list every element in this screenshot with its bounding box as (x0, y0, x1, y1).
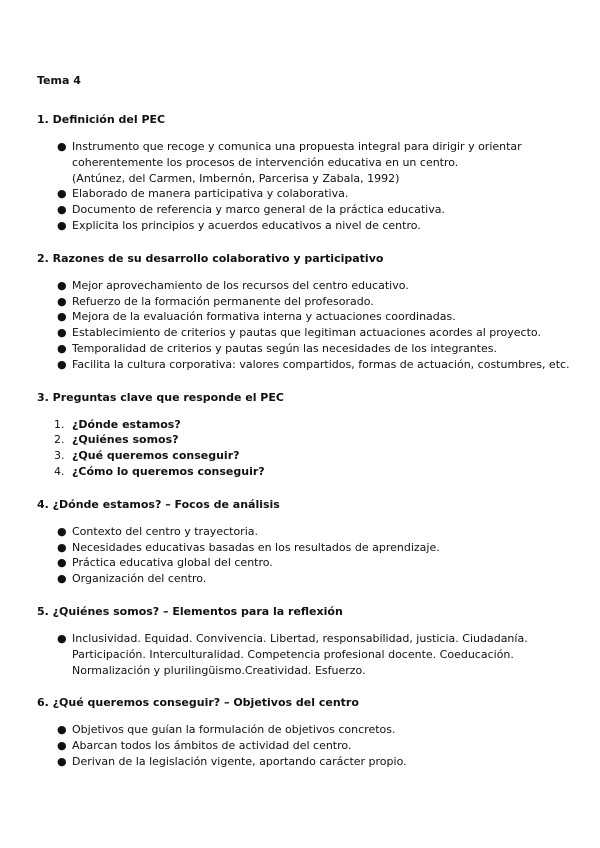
bullet-icon: ● (57, 187, 67, 201)
bullet-icon: ● (57, 357, 67, 371)
list-item-text: Práctica educativa global del centro. (72, 556, 273, 570)
list-item-text: ¿Quiénes somos? (72, 433, 179, 447)
list-item-text: Temporalidad de criterios y pautas según las necesidades de los integrantes. (72, 341, 497, 355)
list-item-text: Facilita la cultura corporativa: valores compartidos, formas de actuación, costumbres, etc. (72, 357, 570, 371)
list-item-text: Inclusividad. Equidad. Convivencia. Libertad, responsabilidad, justicia. Ciudadanía. Participación. Interculturalidad. Competencia profesional docente. Coeducación. Normalización y plurilingüismo.Creatividad. Esfuerzo. (72, 631, 528, 677)
list-item-text: Mejor aprovechamiento de los recursos del centro educativo. (72, 278, 409, 292)
section-heading-preguntas: 3. Preguntas clave que responde el PEC (37, 390, 284, 404)
list-item (37, 571, 570, 587)
list-item (37, 341, 570, 357)
bullet-icon: ● (57, 278, 67, 292)
section-heading-quienes-somos: 5. ¿Quiénes somos? – Elementos para la reflexión (37, 604, 343, 618)
elementos-list (37, 631, 570, 678)
bullet-icon: ● (57, 341, 67, 355)
section-heading-razones: 2. Razones de su desarrollo colaborativo y participativo (37, 251, 384, 265)
list-item-text: Mejora de la evaluación formativa interna y actuaciones coordinadas. (72, 310, 456, 324)
list-number: 4. (54, 464, 65, 478)
list-item-text: Objetivos que guían la formulación de objetivos concretos. (72, 723, 396, 737)
list-number: 2. (54, 433, 65, 447)
list-item (37, 754, 570, 770)
list-item (37, 202, 570, 218)
list-number: 1. (54, 417, 65, 431)
list-item-text: Establecimiento de criterios y pautas que legitiman actuaciones acordes al proyecto. (72, 326, 541, 340)
bullet-icon: ● (57, 326, 67, 340)
section-heading-donde-estamos: 4. ¿Dónde estamos? – Focos de análisis (37, 497, 280, 511)
citation: (Antúnez, del Carmen, Imbernón, Parcerisa y Zabala, 1992) (72, 171, 400, 185)
list-item (37, 555, 570, 571)
list-item-text: ¿Cómo lo queremos conseguir? (72, 464, 265, 478)
list-item (37, 357, 570, 373)
razones-list (37, 278, 570, 373)
list-item (37, 432, 570, 448)
bullet-icon: ● (57, 739, 67, 753)
list-item (37, 218, 570, 234)
bullet-icon: ● (57, 754, 67, 768)
list-item-text: Documento de referencia y marco general de la práctica educativa. (72, 203, 445, 217)
list-item-text: Refuerzo de la formación permanente del profesorado. (72, 294, 374, 308)
bullet-icon: ● (57, 203, 67, 217)
list-item (37, 722, 570, 738)
objetivos-list (37, 722, 570, 769)
bullet-icon: ● (57, 310, 67, 324)
list-item-text: ¿Dónde estamos? (72, 417, 181, 431)
document-title: Tema 4 (37, 74, 81, 87)
bullet-icon: ● (57, 140, 67, 153)
focos-list (37, 524, 570, 587)
list-item (37, 139, 570, 186)
bullet-icon: ● (57, 540, 67, 554)
bullet-icon: ● (57, 572, 67, 586)
list-item-text: Instrumento que recoge y comunica una propuesta integral para dirigir y orientar coherentemente los procesos de intervención educativa en un centro. (72, 140, 522, 169)
list-item (37, 464, 570, 480)
list-item (37, 448, 570, 464)
list-item (37, 540, 570, 556)
list-item-text: ¿Qué queremos conseguir? (72, 449, 240, 463)
list-item (37, 631, 570, 678)
list-item (37, 417, 570, 433)
list-item (37, 294, 570, 310)
list-item (37, 325, 570, 341)
list-item (37, 186, 570, 202)
list-item-text: Elaborado de manera participativa y colaborativa. (72, 187, 349, 201)
definicion-list (37, 139, 570, 234)
bullet-icon: ● (57, 631, 67, 645)
list-item-text: Derivan de la legislación vigente, aportando carácter propio. (72, 754, 407, 768)
list-item-text: Organización del centro. (72, 572, 207, 586)
list-item (37, 738, 570, 754)
bullet-icon: ● (57, 294, 67, 308)
bullet-icon: ● (57, 556, 67, 570)
list-number: 3. (54, 449, 65, 463)
bullet-icon: ● (57, 524, 67, 538)
preguntas-list (37, 417, 570, 480)
list-item (37, 309, 570, 325)
section-heading-definicion: 1. Definición del PEC (37, 113, 166, 126)
list-item-text: Explicita los principios y acuerdos educativos a nivel de centro. (72, 218, 421, 232)
section-heading-que-queremos: 6. ¿Qué queremos conseguir? – Objetivos del centro (37, 696, 359, 710)
list-item (37, 278, 570, 294)
bullet-icon: ● (57, 723, 67, 737)
list-item-text: Contexto del centro y trayectoria. (72, 524, 258, 538)
list-item (37, 524, 570, 540)
list-item-text: Necesidades educativas basadas en los resultados de aprendizaje. (72, 540, 440, 554)
bullet-icon: ● (57, 218, 67, 232)
list-item-text: Abarcan todos los ámbitos de actividad del centro. (72, 739, 352, 753)
